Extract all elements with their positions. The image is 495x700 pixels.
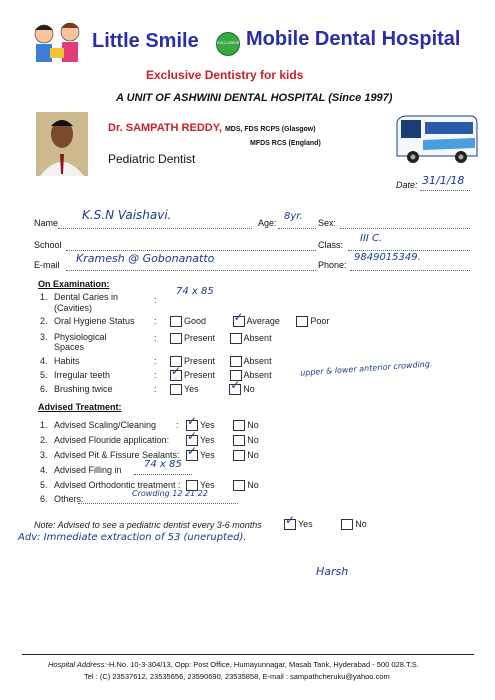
kids-logo — [30, 20, 90, 70]
address-text: -H.No. 10-3-304/13, Opp: Post Office, Humayunnagar, Masab Tank, Hyderabad - 500 028.T.S. — [106, 660, 419, 669]
school-line — [66, 250, 316, 251]
name-value[interactable]: K.S.N Vaishavi. — [82, 208, 172, 222]
check-mark-icon: ✓ — [233, 310, 244, 325]
tagline: Exclusive Dentistry for kids — [146, 68, 304, 82]
irregular-options — [170, 364, 272, 381]
advised-label: Advised Scaling/Cleaning — [54, 420, 157, 430]
option-label: Yes — [200, 420, 215, 430]
phone-value[interactable]: 9849015349. — [354, 252, 421, 263]
brushing-yes-checkbox[interactable] — [170, 384, 182, 395]
exam-item-1 — [40, 292, 118, 302]
exam-item-3 — [40, 332, 107, 342]
note-line — [34, 520, 262, 530]
filling-note[interactable]: 74 x 85 — [144, 459, 182, 470]
advised-item-2 — [40, 435, 169, 445]
advised-item-1 — [40, 420, 156, 430]
option-label: Good — [184, 316, 207, 326]
advised-label: Advised Filling in — [54, 465, 122, 475]
footer-rule — [22, 654, 474, 655]
ortho-no-checkbox[interactable] — [233, 480, 245, 491]
advised-label: Advised Pit & Fissure Sealants: — [54, 450, 180, 460]
check-mark-icon: ✓ — [230, 378, 241, 393]
date-value: 31/1/18 — [422, 174, 465, 187]
option-label: Yes — [200, 435, 215, 445]
note-no-checkbox[interactable] — [341, 519, 353, 530]
advised-num: 2. — [40, 435, 48, 445]
option-label: No — [247, 420, 259, 430]
unit-line: A UNIT OF ASHWINI DENTAL HOSPITAL (Since 1997) — [116, 92, 393, 104]
email-label: E-mail — [34, 260, 60, 270]
mobile-bus-image — [393, 110, 479, 168]
address-label: Hospital Address: — [48, 660, 107, 669]
exam-num: 5. — [40, 370, 48, 380]
advised-item-4 — [40, 465, 122, 475]
exam-num: 4. — [40, 356, 48, 366]
advised-item-6 — [40, 494, 84, 504]
fluoride-no-checkbox[interactable] — [233, 435, 245, 446]
advised-label: Advised Orthodontic treatment : — [54, 480, 181, 490]
option-label: Yes — [200, 480, 215, 490]
advised-num: 1. — [40, 420, 48, 430]
sex-label: Sex: — [318, 218, 337, 228]
exam-colon: : — [154, 295, 157, 305]
name-line — [58, 228, 252, 229]
irregular-present-checkbox[interactable] — [170, 364, 182, 381]
option-label: No — [247, 435, 259, 445]
check-mark-icon: ✓ — [171, 364, 182, 379]
age-label: Age: — [258, 218, 277, 228]
doctor-signature: Harsh — [316, 565, 349, 578]
note-yes-checkbox[interactable] — [284, 513, 296, 530]
exam-colon: : — [154, 384, 157, 394]
age-value[interactable]: 8yr. — [284, 211, 303, 222]
exam-num: 2. — [40, 316, 48, 326]
sealant-yes-checkbox[interactable] — [186, 444, 198, 461]
doctor-quals-1: MDS, FDS RCPS (Glasgow) — [224, 126, 316, 133]
advised-num: 5. — [40, 480, 48, 490]
habits-absent-checkbox[interactable] — [230, 356, 242, 367]
exam-num: 3. — [40, 332, 48, 342]
exam-label: Physiological — [54, 332, 107, 342]
option-label: Poor — [310, 316, 330, 326]
exam-item-2 — [40, 316, 135, 326]
exam-colon: : — [154, 333, 157, 343]
footer-contact: Tel : (C) 23537612, 23535656, 23590690, 23535858, E-mail : sampathcheruku@yahoo.com — [84, 672, 390, 681]
examination-title: On Examination: — [38, 279, 110, 289]
name-label: Name — [34, 218, 59, 228]
hygiene-options — [170, 310, 330, 327]
brand-title-right: Mobile Dental Hospital — [246, 28, 461, 50]
option-label: Absent — [243, 356, 272, 366]
check-mark-icon: ✓ — [285, 513, 296, 528]
exam-label: Dental Caries in — [54, 292, 119, 302]
doctor-name-text: Dr. SAMPATH REDDY, — [108, 122, 222, 134]
specialty: Pediatric Dentist — [108, 152, 196, 166]
class-line — [348, 250, 470, 251]
option-label: Absent — [243, 370, 272, 380]
exam-caries-note[interactable]: 74 x 85 — [176, 286, 214, 297]
brushing-options — [170, 378, 255, 395]
doctor-quals-2: MFDS RCS (England) — [250, 140, 321, 147]
option-label: No — [355, 519, 367, 529]
habits-options — [170, 356, 272, 367]
advised-num: 4. — [40, 465, 48, 475]
date-label: Date: — [396, 180, 418, 190]
age-line — [278, 228, 316, 229]
class-value[interactable]: III C. — [360, 233, 383, 244]
advised-num: 6. — [40, 494, 48, 504]
email-value[interactable]: Kramesh @ Gobonanatto — [76, 252, 215, 265]
exam-colon: : — [176, 420, 179, 430]
spaces-options — [170, 333, 272, 344]
check-mark-icon: ✓ — [187, 414, 198, 429]
exam-item-1-sub: (Cavities) — [54, 303, 93, 313]
note-options — [284, 513, 367, 530]
exam-colon: : — [154, 356, 157, 366]
option-label: Present — [184, 356, 216, 366]
date-line — [420, 190, 470, 191]
note-text: Note: Advised to see a pediatric dentist every 3-6 months — [34, 520, 262, 530]
advised-3-options — [186, 444, 259, 461]
phone-label: Phone: — [318, 260, 347, 270]
hygiene-average-checkbox[interactable] — [233, 310, 245, 327]
email-line — [66, 270, 316, 271]
option-label: Present — [184, 370, 216, 380]
tooth-badge-text: EXCLUSIVE — [217, 40, 240, 45]
hygiene-good-checkbox[interactable] — [170, 316, 182, 327]
advised-num: 3. — [40, 450, 48, 460]
exam-item-3-sub: Spaces — [54, 342, 85, 352]
doctor-photo — [36, 112, 88, 176]
exam-num: 1. — [40, 292, 48, 302]
option-label: No — [247, 480, 259, 490]
exam-label: Brushing twice — [54, 384, 113, 394]
advised-title: Advised Treatment: — [38, 402, 122, 412]
option-label: No — [243, 384, 255, 394]
exam-label: Oral Hygiene Status — [54, 316, 135, 326]
option-label: Yes — [200, 450, 215, 460]
exam-item-5 — [40, 370, 110, 380]
spaces-absent-checkbox[interactable] — [230, 333, 242, 344]
option-label: Average — [246, 316, 280, 326]
exam-item-4 — [40, 356, 80, 366]
exam-colon: : — [154, 370, 157, 380]
exam-colon: : — [154, 316, 157, 326]
sealant-no-checkbox[interactable] — [233, 450, 245, 461]
spaces-present-checkbox[interactable] — [170, 333, 182, 344]
option-label: Absent — [243, 333, 272, 343]
sex-line — [340, 228, 470, 229]
exam-label: Irregular teeth — [54, 370, 111, 380]
footer-address — [48, 660, 419, 669]
option-label: Present — [184, 333, 216, 343]
exam-item-6 — [40, 384, 113, 394]
check-mark-icon: ✓ — [187, 444, 198, 459]
phone-line — [350, 270, 470, 271]
irregular-note[interactable]: upper & lower anterior crowding. — [299, 359, 433, 378]
class-label: Class: — [318, 240, 344, 250]
filling-line — [134, 474, 192, 475]
exam-num: 6. — [40, 384, 48, 394]
option-label: Yes — [184, 384, 199, 394]
others-note[interactable]: Crowding 12 21 22 — [132, 489, 208, 498]
check-mark-icon: ✓ — [187, 429, 198, 444]
advised-label: Advised Flouride application: — [54, 435, 170, 445]
others-line — [78, 503, 238, 504]
doctor-name — [108, 122, 316, 134]
advice-handwritten[interactable]: Adv: Immediate extraction of 53 (unerupted). — [18, 532, 247, 543]
option-label: Yes — [298, 519, 313, 529]
school-label: School — [34, 240, 62, 250]
advised-label: Others: — [54, 494, 84, 504]
hygiene-poor-checkbox[interactable] — [296, 316, 308, 327]
brushing-no-checkbox[interactable] — [229, 378, 241, 395]
scaling-no-checkbox[interactable] — [233, 420, 245, 431]
tooth-badge-icon — [216, 32, 240, 56]
exam-label: Habits — [54, 356, 80, 366]
brand-title-left: Little Smile — [92, 30, 199, 52]
option-label: No — [247, 450, 259, 460]
